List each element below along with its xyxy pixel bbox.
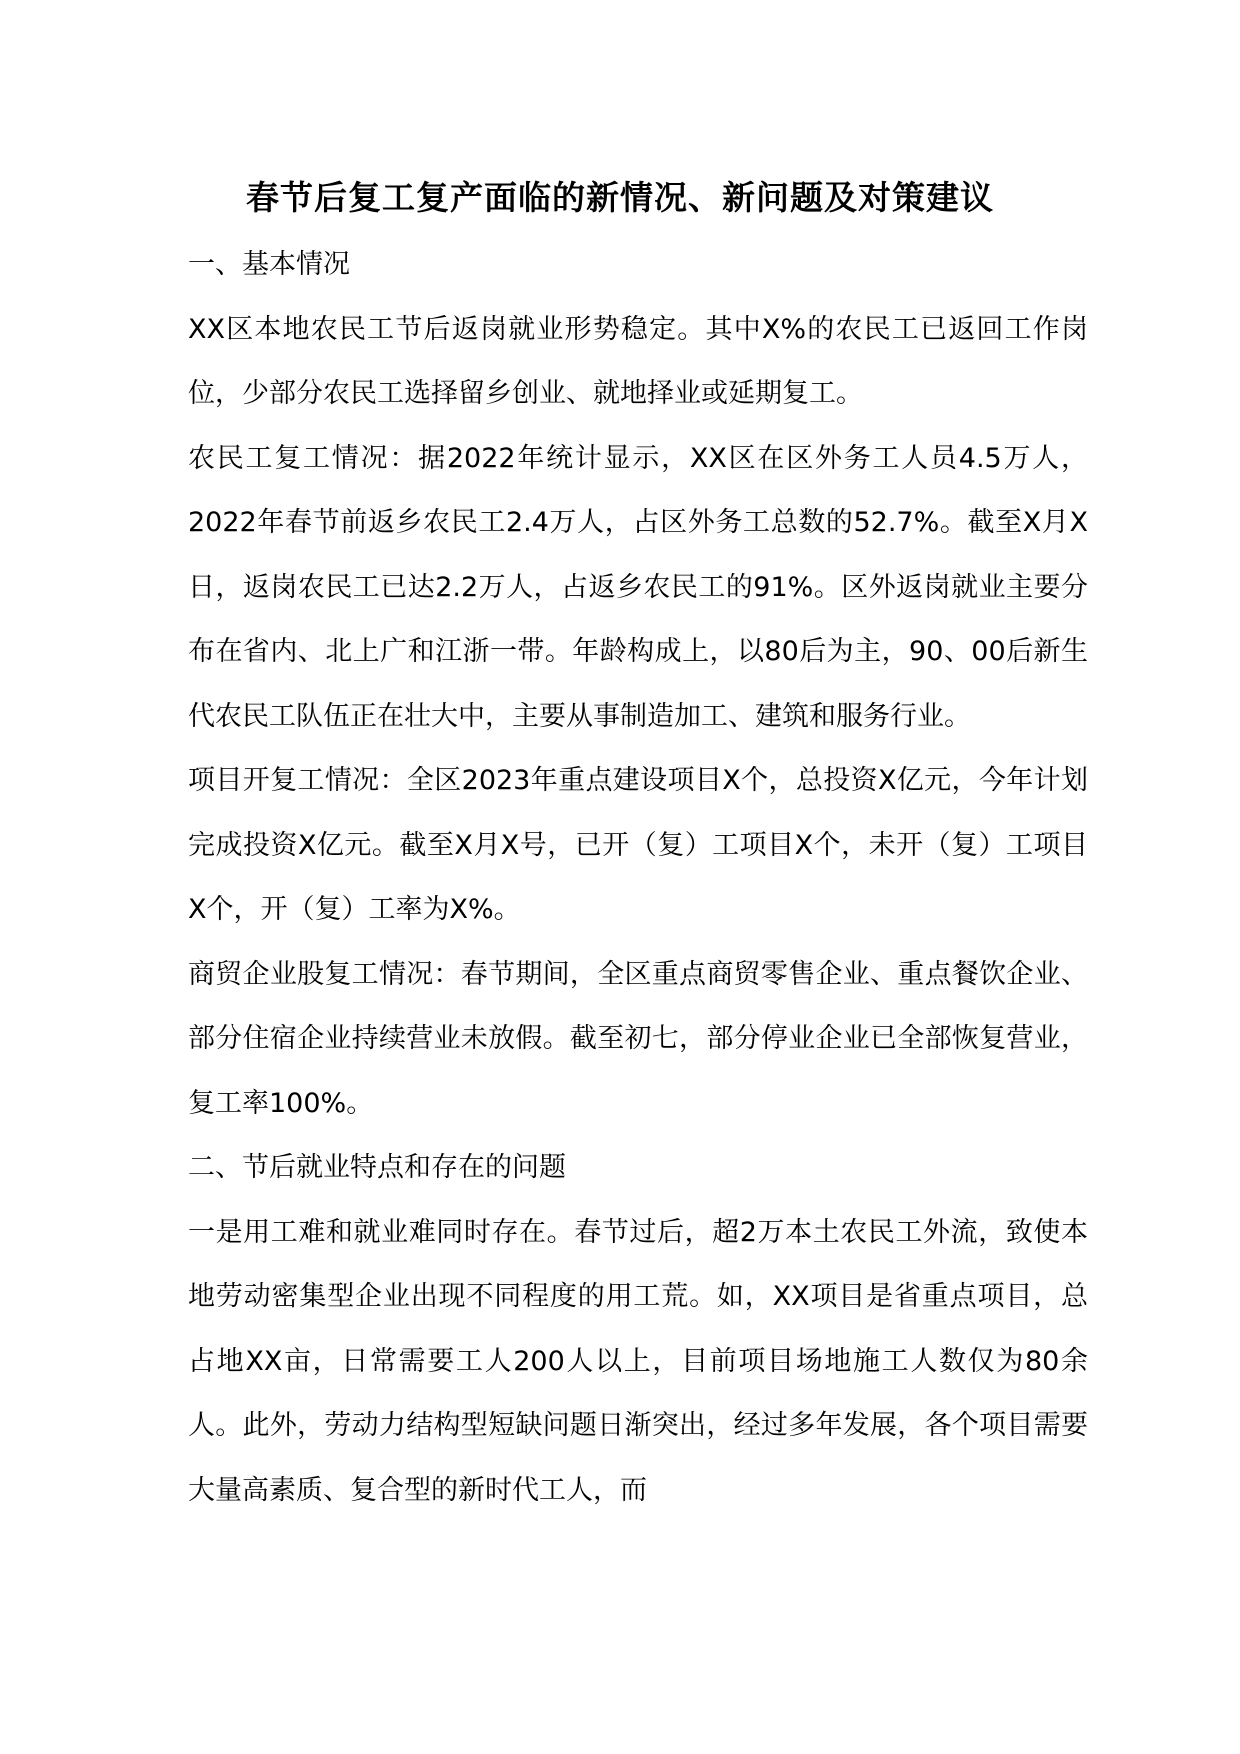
paragraph-overview: XX区本地农民工节后返岗就业形势稳定。其中X%的农民工已返回工作岗位，少部分农民工选择留乡创业、就地择业或延期复工。 — [188, 313, 1088, 409]
section-heading-basic-situation: 一、基本情况 — [188, 249, 350, 280]
paragraph-migrant-workers: 农民工复工情况：据2022年统计显示，XX区在区外务工人员4.5万人，2022年春节前返乡农民工2.4万人，占区外务工总数的52.7%。截至X月X日，返岗农民工已达2.2万人，占返乡农民工的91%。区外返岗就业主要分布在省内、北上广和江浙一带。年龄构成上，以80后为主，90、00后新生代农民工队伍正在壮大中，主要从事制造加工、建筑和服务行业。 — [188, 442, 1088, 732]
paragraph-commerce: 商贸企业股复工情况：春节期间，全区重点商贸零售企业、重点餐饮企业、部分住宿企业持续营业未放假。截至初七，部分停业企业已全部恢复营业，复工率100%。 — [188, 958, 1088, 1119]
paragraph-labor-shortage: 一是用工难和就业难同时存在。春节过后，超2万本土农民工外流，致使本地劳动密集型企业出现不同程度的用工荒。如，XX项目是省重点项目，总占地XX亩，日常需要工人200人以上，目前项目场地施工人数仅为80余人。此外，劳动力结构型短缺问题日渐突出，经过多年发展，各个项目需要大量高素质、复合型的新时代工人，而 — [188, 1216, 1088, 1506]
document-title: 春节后复工复产面临的新情况、新问题及对策建议 — [246, 178, 994, 217]
paragraph-projects: 项目开复工情况：全区2023年重点建设项目X个，总投资X亿元，今年计划完成投资X亿元。截至X月X号，已开（复）工项目X个，未开（复）工项目X个，开（复）工率为X%。 — [188, 765, 1088, 925]
section-heading-problems: 二、节后就业特点和存在的问题 — [188, 1152, 566, 1183]
document-body — [188, 233, 1088, 1523]
